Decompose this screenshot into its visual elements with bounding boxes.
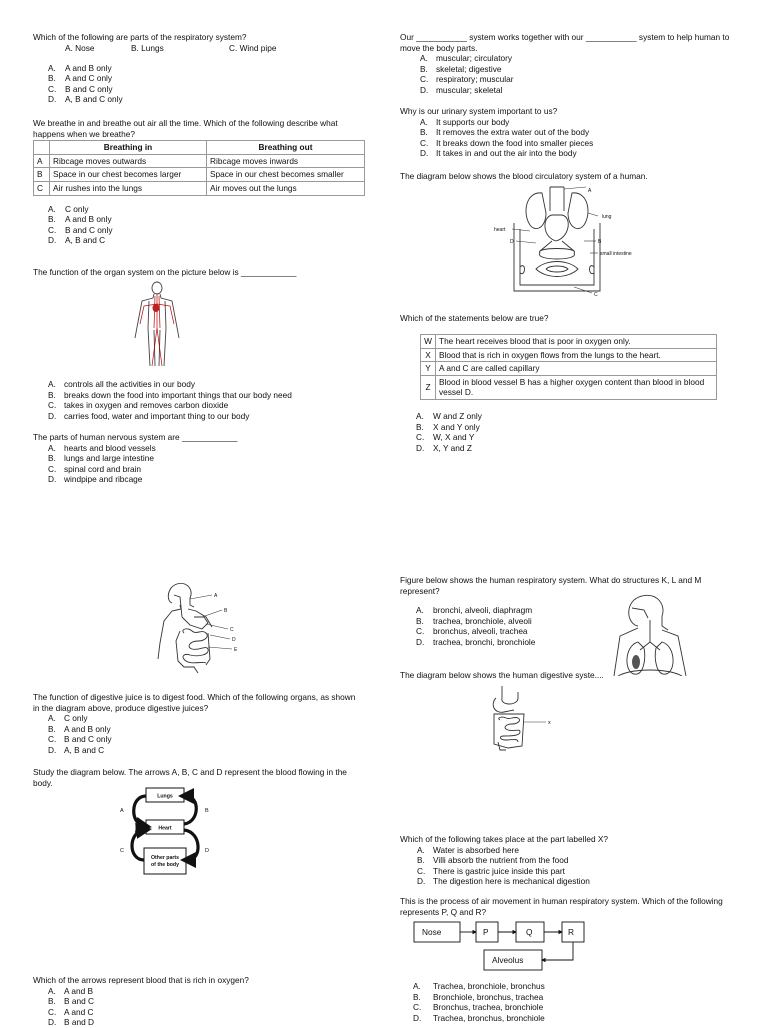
diagram-label-a: A xyxy=(214,593,218,599)
row-label: A xyxy=(34,154,50,168)
row-label: C xyxy=(34,182,50,196)
question-breathing xyxy=(33,118,363,246)
answer-options-q11 xyxy=(416,411,716,453)
answer-options xyxy=(48,379,363,421)
answer-option[interactable]: C. B and C only xyxy=(48,734,112,745)
diagram-label-e: E xyxy=(234,647,238,653)
answer-option[interactable]: A. C only xyxy=(48,203,89,214)
answer-option[interactable]: B. A and C only xyxy=(48,73,113,84)
statements-table xyxy=(420,334,717,400)
diagram-label-d: D xyxy=(232,637,236,643)
table-cell: Air rushes into the lungs xyxy=(50,182,207,196)
header-blank xyxy=(34,141,50,155)
answer-option[interactable]: A. It supports our body xyxy=(420,116,510,127)
question-text: The diagram below shows the blood circulatory system of a human. xyxy=(400,171,648,181)
part-item: C. Wind pipe xyxy=(229,42,277,53)
answer-option[interactable]: C. It breaks down the food into smaller pieces xyxy=(420,137,594,148)
answer-option[interactable]: D. The digestion here is mechanical digestion xyxy=(417,876,590,887)
other-parts-box xyxy=(144,848,186,874)
answer-option[interactable]: D. B and D xyxy=(48,1017,94,1028)
statements-table-wrap xyxy=(420,334,717,400)
answer-option[interactable]: B. A and B only xyxy=(48,214,112,225)
arrow-r-alveolus xyxy=(542,942,573,960)
answer-option[interactable]: C. spinal cord and brain xyxy=(48,463,142,474)
diagram-label-c: C xyxy=(230,627,234,633)
circulatory-diagram xyxy=(490,183,660,301)
answer-option[interactable]: D. A, B and C xyxy=(48,745,105,756)
question-body-movement xyxy=(400,32,735,96)
question-text: The diagram below shows the human digestive syste.... xyxy=(400,670,604,680)
answer-option[interactable]: D. trachea, bronchi, bronchiole xyxy=(416,636,536,647)
question-text: This is the process of air movement in human respiratory system. Which of the following represents P, Q and R? xyxy=(400,896,723,917)
question-text: Why is our urinary system important to us? xyxy=(400,106,558,116)
circulatory-figure-illustration xyxy=(130,280,184,370)
question-text: The parts of human nervous system are ____________ xyxy=(33,432,238,442)
alveolus-label: Alveolus xyxy=(492,955,524,965)
table-cell: Ribcage moves outwards xyxy=(50,154,207,168)
answer-option[interactable]: B. trachea, bronchiole, alveoli xyxy=(416,615,532,626)
answer-option[interactable]: A. hearts and blood vessels xyxy=(48,442,156,453)
question-digestive-juice xyxy=(33,692,363,756)
question-text: Study the diagram below. The arrows A, B, C and D represent the blood flowing in the body. xyxy=(33,767,347,788)
question-air-movement xyxy=(400,896,740,917)
answer-option[interactable]: A. muscular; circulatory xyxy=(420,53,513,64)
digestive-system-small-icon xyxy=(488,684,568,752)
answer-options-q12 xyxy=(416,605,616,647)
answer-option[interactable]: C. W, X and Y xyxy=(416,432,475,443)
row-label: Z xyxy=(421,375,436,399)
question-text: Figure below shows the human respiratory system. What do structures K, L and M represent? xyxy=(400,575,702,596)
circ-label-c: C xyxy=(594,292,598,298)
blood-flow-diagram xyxy=(116,784,216,884)
digestive-intro xyxy=(400,670,740,681)
question-text: Which of the following takes place at the part labelled X? xyxy=(400,834,609,844)
q-label: Q xyxy=(526,927,533,937)
table-row xyxy=(421,375,717,399)
answer-option[interactable]: D. Trachea, bronchus, bronchiole xyxy=(413,1012,545,1023)
circ-label-heart: heart xyxy=(494,227,506,233)
question-text: We breathe in and breathe out air all the time. Which of the following describe what happens when we breathe? xyxy=(33,118,338,139)
table-cell: Space in our chest becomes smaller xyxy=(207,168,365,182)
row-label: B xyxy=(34,168,50,182)
blood-flow-chart xyxy=(116,784,216,884)
answer-options xyxy=(420,117,735,159)
answer-option[interactable]: A. W and Z only xyxy=(416,411,482,421)
digestive-system-icon xyxy=(150,577,250,679)
answer-option[interactable]: D. carries food, water and important thing to our body xyxy=(48,410,250,421)
answer-option[interactable]: B. A and B only xyxy=(48,723,111,734)
answer-options-q3 xyxy=(33,379,363,421)
air-flow-chart xyxy=(412,920,592,974)
arrow-label-b: B xyxy=(205,808,209,814)
question-statements-true xyxy=(400,313,735,324)
answer-option[interactable]: D. X, Y and Z xyxy=(416,442,472,453)
question-text: Which of the following are parts of the respiratory system? xyxy=(33,32,247,42)
table-row xyxy=(421,335,717,349)
part-item: B. Lungs xyxy=(131,42,164,53)
table-cell: Blood that is rich in oxygen flows from the lungs to the heart. xyxy=(436,348,717,362)
question-text: The function of digestive juice is to digest food. Which of the following organs, as shown in the diagram above, produce digestive juices? xyxy=(33,692,356,713)
arrow-label-d: D xyxy=(205,848,209,854)
answer-option[interactable]: D. muscular; skeletal xyxy=(420,85,503,96)
table-row xyxy=(34,182,365,196)
answer-option[interactable]: D. A, B and C only xyxy=(48,94,123,105)
answer-options xyxy=(413,981,713,1023)
answer-options xyxy=(48,986,363,1028)
table-cell: Blood in blood vessel B has a higher oxygen content than blood in blood vessel D. xyxy=(436,375,717,399)
circulatory-system-icon xyxy=(490,183,660,301)
answer-option[interactable]: B. breaks down the food into important things that our body need xyxy=(48,389,292,400)
question-text: Which of the arrows represent blood that is rich in oxygen? xyxy=(33,975,249,985)
answer-options xyxy=(48,443,363,485)
answer-option[interactable]: C. takes in oxygen and removes carbon dioxide xyxy=(48,400,229,411)
answer-option[interactable]: B. Bronchiole, bronchus, trachea xyxy=(413,991,544,1002)
table-row xyxy=(34,168,365,182)
respiratory-diagram xyxy=(612,592,688,676)
answer-options xyxy=(48,63,353,105)
answer-option[interactable]: C. B and C only xyxy=(48,83,113,94)
answer-options xyxy=(417,845,740,887)
other-parts-label-2: of the body xyxy=(151,862,179,868)
answer-option[interactable]: B. B and C xyxy=(48,996,94,1007)
table-header-row xyxy=(34,141,365,155)
digestive-diagram-right xyxy=(488,684,568,752)
nose-label: Nose xyxy=(422,927,442,937)
breathing-table xyxy=(33,140,365,195)
answer-options xyxy=(420,53,735,95)
answer-option[interactable]: C. bronchus, alveoli, trachea xyxy=(416,626,528,637)
circ-label-b: B xyxy=(598,239,602,245)
diagram-label-b: B xyxy=(224,608,228,614)
lungs-label: Lungs xyxy=(157,793,173,800)
question-respiratory-structures xyxy=(400,575,740,596)
table-row xyxy=(421,362,717,376)
question-text: Our ___________ system works together with our ___________ system to help human to move the body parts. xyxy=(400,32,730,53)
column-header: Breathing in xyxy=(50,141,207,155)
question-text: The function of the organ system on the picture below is ____________ xyxy=(33,267,297,277)
answer-option[interactable]: C. B and C only xyxy=(48,224,113,235)
arrow-c xyxy=(132,830,144,860)
arrow-b xyxy=(184,796,196,824)
body-figure-icon xyxy=(130,280,184,370)
question-urinary-system xyxy=(400,106,735,159)
question-part-x xyxy=(400,834,740,887)
answer-option[interactable]: A. bronchi, alveoli, diaphragm xyxy=(416,605,533,615)
digestive-diagram xyxy=(150,577,250,679)
answer-option[interactable]: B. Villi absorb the nutrient from the food xyxy=(417,855,569,866)
question-oxygen-rich xyxy=(33,975,363,1028)
answer-option[interactable]: D. windpipe and ribcage xyxy=(48,474,143,485)
answer-option[interactable]: C. There is gastric juice inside this part xyxy=(417,865,565,876)
table-cell: The heart receives blood that is poor in oxygen only. xyxy=(436,335,717,349)
answer-option[interactable]: A. Water is absorbed here xyxy=(417,844,519,855)
answer-option[interactable]: B. X and Y only xyxy=(416,421,480,432)
answer-option[interactable]: B. lungs and large intestine xyxy=(48,453,154,464)
question-text: Which of the statements below are true? xyxy=(400,313,549,323)
circulatory-intro xyxy=(400,171,735,182)
answer-options xyxy=(48,204,363,246)
other-parts-label: Other parts xyxy=(151,855,179,861)
part-item: A. Nose xyxy=(65,42,95,53)
arrow-a xyxy=(134,796,146,826)
circ-label-d: D xyxy=(510,239,514,245)
answer-options xyxy=(416,605,616,647)
row-label: X xyxy=(421,348,436,362)
column-header: Breathing out xyxy=(207,141,365,155)
answer-option[interactable]: C. A and C xyxy=(48,1006,94,1017)
table-cell: Air moves out the lungs xyxy=(207,182,365,196)
air-flow-diagram xyxy=(412,920,592,974)
answer-option[interactable]: A. controls all the activities in our body xyxy=(48,379,195,389)
answer-options-q15 xyxy=(413,981,713,1023)
circ-label-small-intestine: small intestine xyxy=(600,251,632,257)
heart-label: Heart xyxy=(158,825,172,832)
answer-option[interactable]: A. C only xyxy=(48,713,88,724)
answer-option[interactable]: B. It removes the extra water out of the body xyxy=(420,127,590,138)
answer-options xyxy=(416,411,716,453)
question-organ-system xyxy=(33,267,363,278)
answer-option[interactable]: D. A, B and C xyxy=(48,235,106,246)
row-label: W xyxy=(421,335,436,349)
circ-label-a: A xyxy=(588,188,592,194)
table-row xyxy=(34,154,365,168)
answer-option[interactable]: A. A and B only xyxy=(48,62,112,73)
answer-option[interactable]: A. A and B xyxy=(48,985,94,996)
row-label: Y xyxy=(421,362,436,376)
question-nervous-system xyxy=(33,432,363,485)
answer-option[interactable]: A. Trachea, bronchiole, bronchus xyxy=(413,981,545,991)
table-cell: Space in our chest becomes larger xyxy=(50,168,207,182)
p-label: P xyxy=(483,927,489,937)
table-row xyxy=(421,348,717,362)
arrow-label-a: A xyxy=(120,808,124,814)
respiratory-system-icon xyxy=(612,592,688,676)
question-respiratory-parts xyxy=(33,32,353,105)
parts-list xyxy=(33,43,353,54)
digestive-x-label: x xyxy=(548,720,551,726)
answer-option[interactable]: C. respiratory; muscular xyxy=(420,74,514,85)
table-cell: Ribcage moves inwards xyxy=(207,154,365,168)
circ-label-lung: lung xyxy=(602,214,612,220)
answer-option[interactable]: C. Bronchus, trachea, bronchiole xyxy=(413,1002,544,1013)
arrow-label-c: C xyxy=(120,848,124,854)
table-cell: A and C are called capillary xyxy=(436,362,717,376)
r-label: R xyxy=(568,927,574,937)
answer-option[interactable]: B. skeletal; digestive xyxy=(420,63,502,74)
answer-options xyxy=(48,713,363,755)
answer-option[interactable]: D. It takes in and out the air into the body xyxy=(420,148,577,159)
